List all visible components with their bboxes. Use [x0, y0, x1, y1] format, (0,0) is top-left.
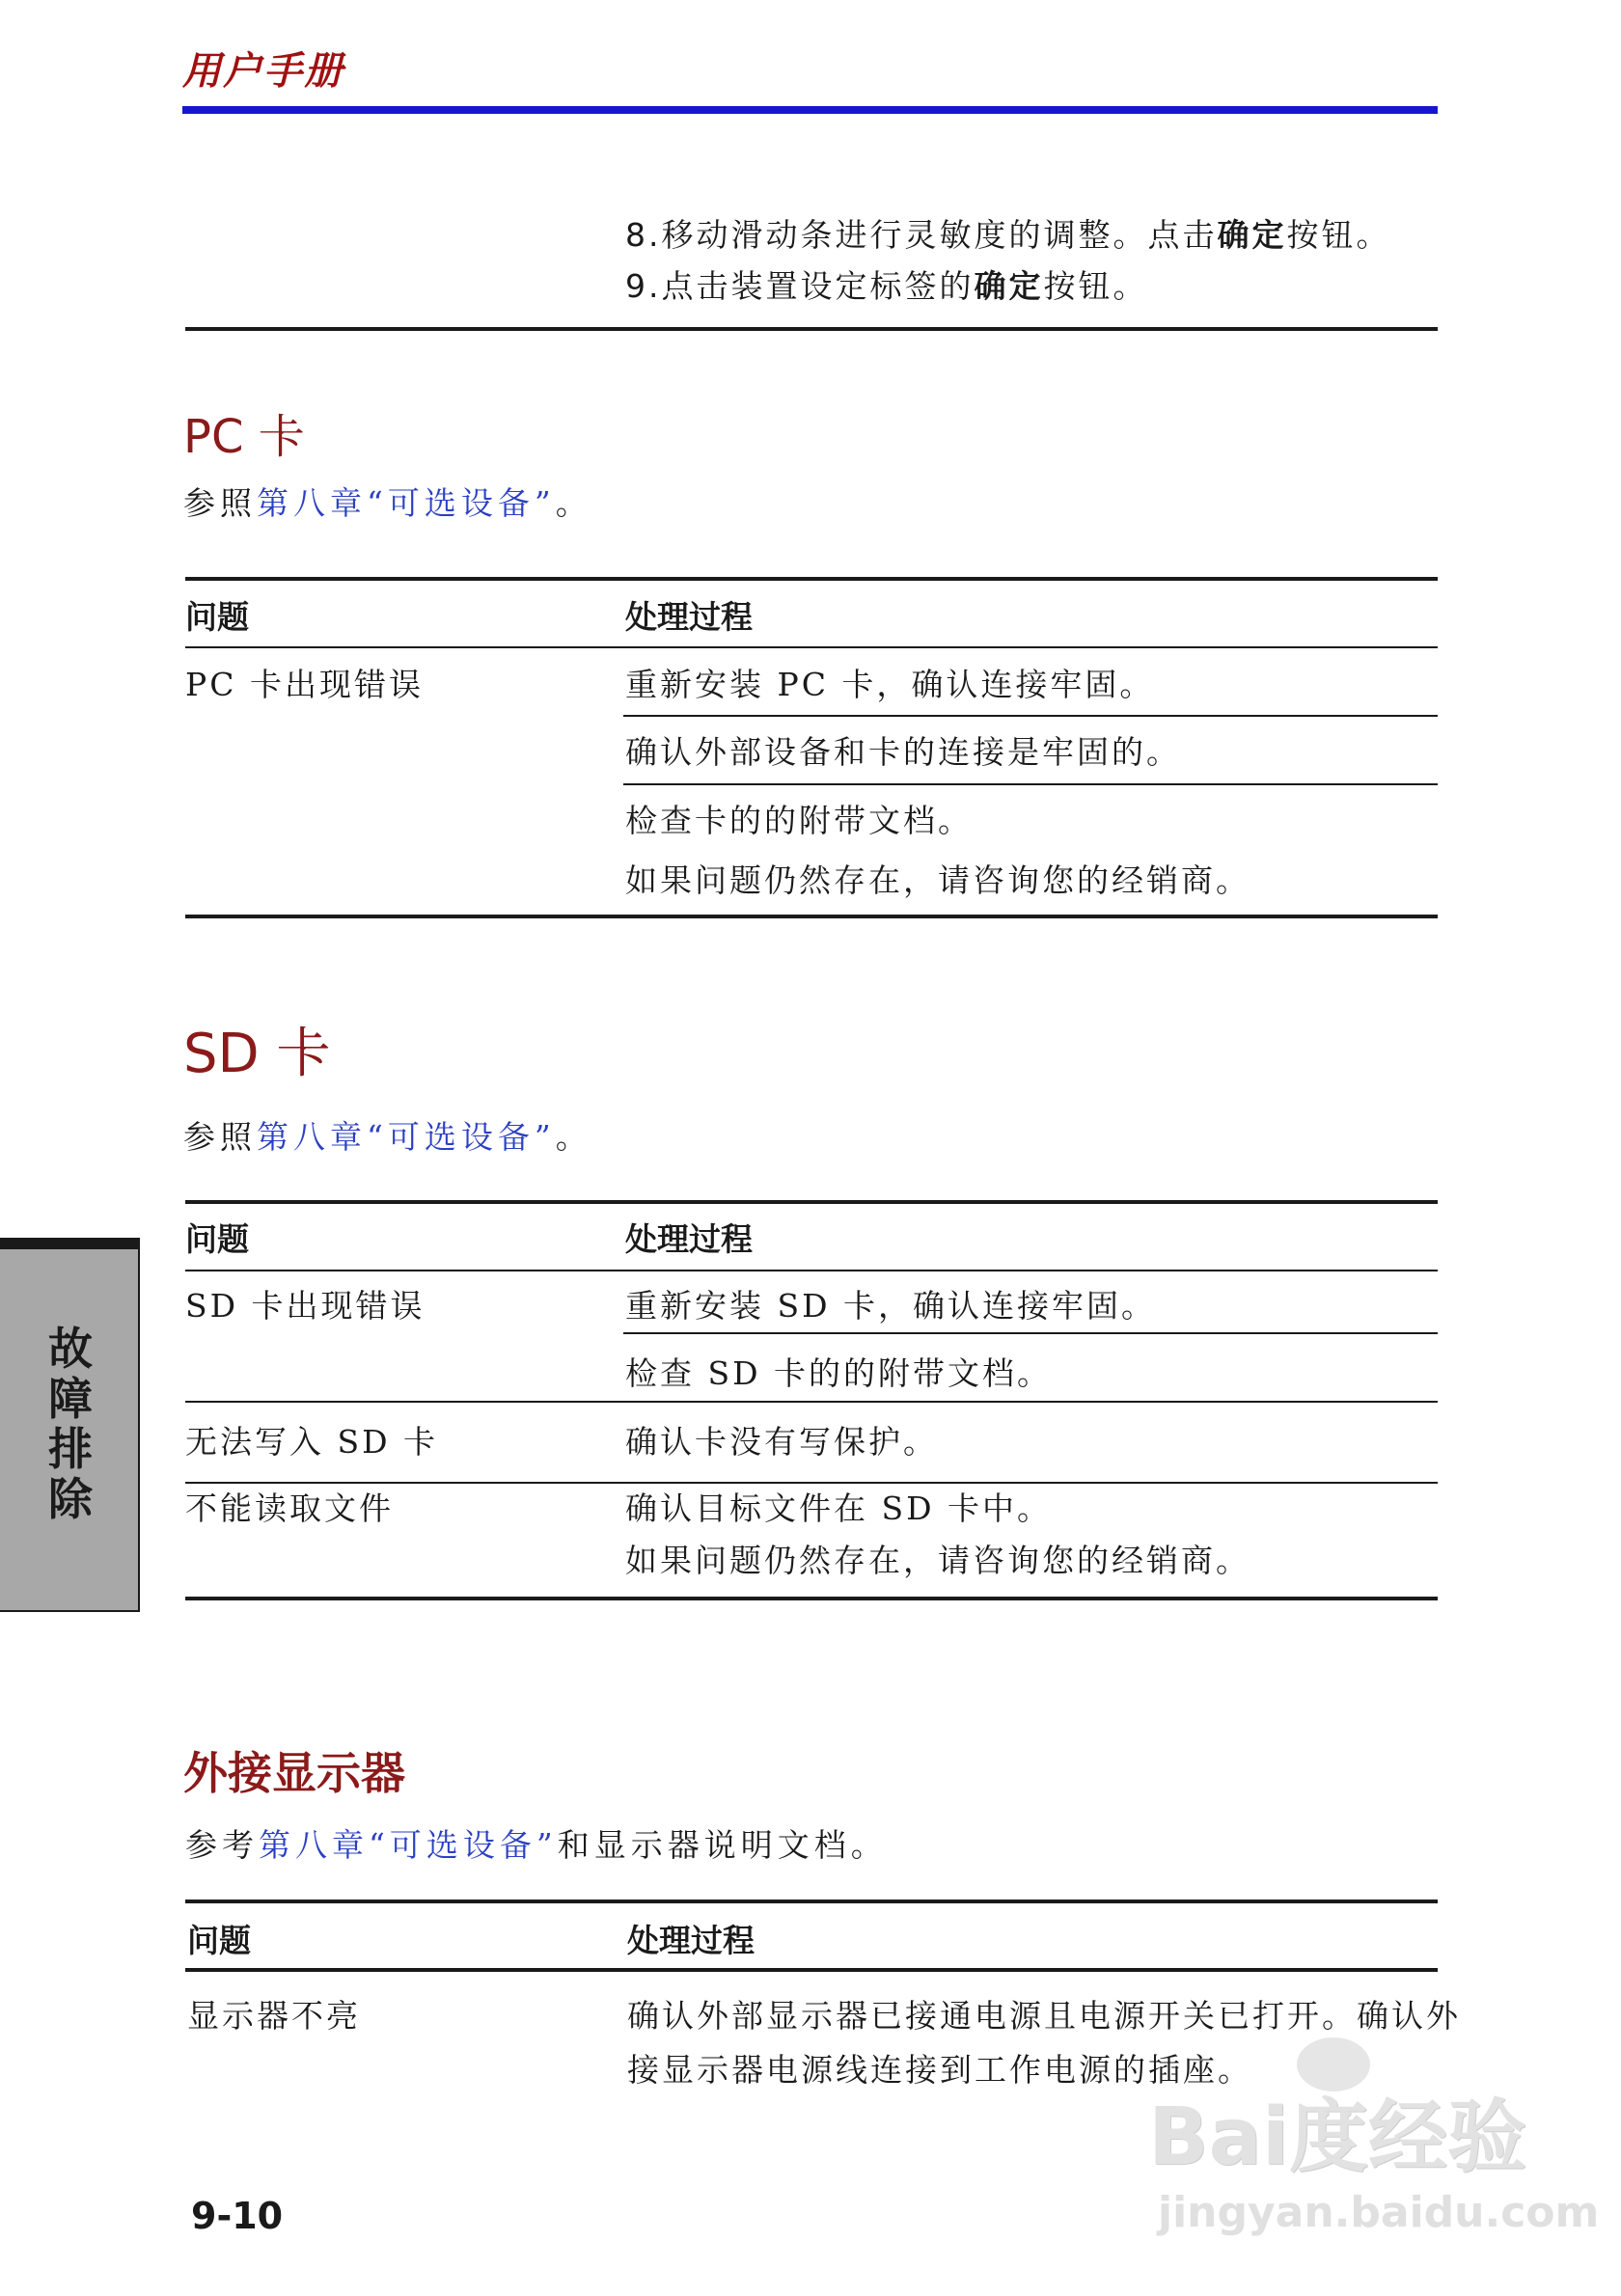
monitor-table-top-rule: [185, 1900, 1438, 1903]
monitor-procedure-line-2: 接显示器电源线连接到工作电源的插座。: [627, 2051, 1252, 2089]
pc-card-ref-prefix: 参照: [183, 484, 257, 522]
sd-header-rule: [185, 1270, 1438, 1271]
step-8-text: 移动滑动条进行灵敏度的调整。点击: [661, 216, 1218, 254]
monitor-chapter-link[interactable]: 第八章“可选设备”: [259, 1826, 558, 1864]
sd-card-chapter-link[interactable]: 第八章“可选设备”: [257, 1118, 556, 1156]
steps-end-rule: [185, 327, 1438, 331]
header-divider: [182, 106, 1438, 114]
watermark-url: jingyan.baidu.com: [1158, 2188, 1600, 2237]
monitor-col-problem: 问题: [187, 1922, 251, 1959]
sd-procedure-3b: 如果问题仍然存在，请咨询您的经销商。: [625, 1542, 1250, 1579]
sd-col-procedure: 处理过程: [625, 1220, 753, 1258]
sd-table-top-rule: [185, 1200, 1438, 1204]
pc-card-ref-suffix: 。: [555, 484, 592, 522]
pc-card-heading: PC 卡: [183, 410, 305, 464]
monitor-ref-prefix: 参考: [185, 1826, 259, 1864]
pc-problem-cell: PC 卡出现错误: [185, 666, 424, 703]
sd-card-reference: [183, 1112, 592, 1158]
pc-procedure-3: 检查卡的的附带文档。: [625, 802, 973, 839]
sd-problem-2: 无法写入 SD 卡: [185, 1423, 439, 1461]
sd-problem-1: SD 卡出现错误: [185, 1287, 426, 1325]
sd-procedure-1b: 检查 SD 卡的的附带文档。: [625, 1354, 1053, 1392]
step-9-number: 9.: [625, 267, 662, 305]
sd-problem-3: 不能读取文件: [185, 1490, 394, 1527]
sd-table-bottom-rule: [185, 1597, 1438, 1600]
monitor-problem-cell: 显示器不亮: [187, 1997, 361, 2035]
chapter-side-tab-label: 故 障 排 除: [48, 1323, 93, 1525]
sd-procedure-3a: 确认目标文件在 SD 卡中。: [625, 1490, 1053, 1527]
monitor-reference: [185, 1820, 888, 1866]
pc-procedure-4: 如果问题仍然存在，请咨询您的经销商。: [625, 861, 1250, 899]
sd-row-divider: [623, 1332, 1438, 1334]
monitor-header-rule: [185, 1968, 1438, 1972]
monitor-ref-suffix: 和显示器说明文档。: [557, 1826, 888, 1864]
pc-procedure-2: 确认外部设备和卡的连接是牢固的。: [625, 733, 1181, 771]
monitor-heading: 外接显示器: [183, 1747, 405, 1799]
monitor-col-procedure: 处理过程: [627, 1922, 755, 1959]
sd-col-problem: 问题: [185, 1220, 249, 1258]
pc-card-reference: [183, 478, 592, 524]
page-number: 9-10: [191, 2195, 284, 2237]
step-9: [625, 261, 1148, 307]
pc-col-procedure: 处理过程: [625, 598, 753, 636]
step-9-tail: 按钮。: [1043, 267, 1148, 305]
monitor-procedure-line-1: 确认外部显示器已接通电源且电源开关已打开。确认外: [627, 1997, 1461, 2035]
step-8-bold: 确定: [1217, 216, 1287, 254]
pc-table-top-rule: [185, 577, 1438, 581]
sd-procedure-1a: 重新安装 SD 卡，确认连接牢固。: [625, 1287, 1157, 1325]
step-9-text: 点击装置设定标签的: [661, 267, 975, 305]
step-8-number: 8.: [625, 216, 662, 254]
pc-card-chapter-link[interactable]: 第八章“可选设备”: [257, 484, 556, 522]
pc-procedure-1: 重新安装 PC 卡，确认连接牢固。: [625, 666, 1155, 703]
watermark-brand: Bai度经验: [1148, 2091, 1526, 2183]
pc-header-rule: [185, 646, 1438, 648]
sd-card-ref-prefix: 参照: [183, 1118, 257, 1156]
pc-row-divider: [623, 783, 1438, 785]
sd-procedure-2: 确认卡没有写保护。: [625, 1423, 938, 1461]
pc-col-problem: 问题: [185, 598, 249, 636]
step-8: [625, 210, 1391, 256]
pc-row-divider: [623, 715, 1438, 717]
step-8-tail: 按钮。: [1286, 216, 1391, 254]
pc-table-bottom-rule: [185, 915, 1438, 918]
sd-row-rule: [185, 1401, 1438, 1403]
step-9-bold: 确定: [974, 267, 1044, 305]
sd-card-ref-suffix: 。: [555, 1118, 592, 1156]
manual-title: 用户手册: [182, 49, 344, 94]
sd-card-heading: SD 卡: [183, 1023, 331, 1085]
